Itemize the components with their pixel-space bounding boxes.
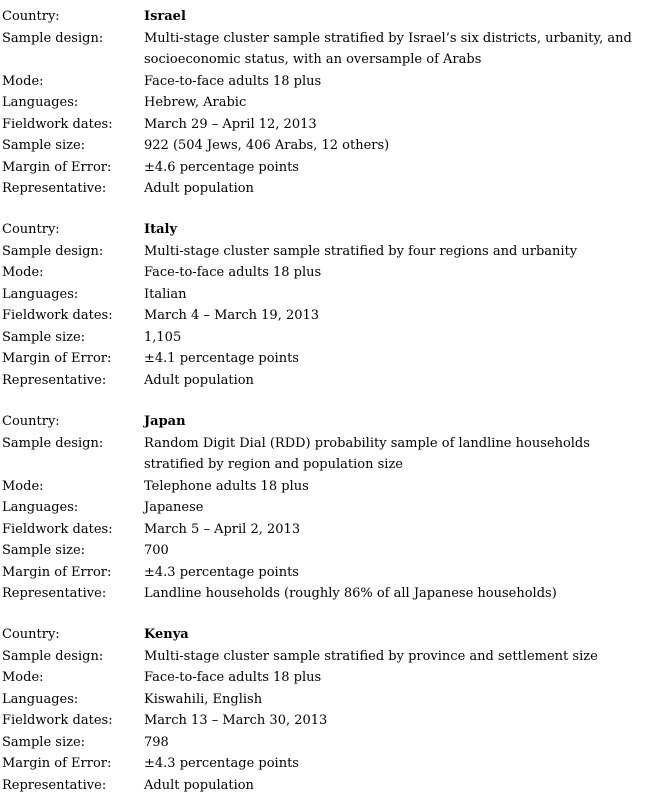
mode-value: Telephone adults 18 plus bbox=[144, 478, 309, 494]
representative-label: Representative: bbox=[2, 181, 107, 196]
country-value: Kenya bbox=[144, 627, 189, 642]
fieldwork-dates-value: March 13 – March 30, 2013 bbox=[144, 713, 328, 728]
country-label: Country: bbox=[2, 222, 60, 237]
margin-of-error-label: Margin of Error: bbox=[2, 159, 112, 175]
mode-row bbox=[2, 262, 642, 284]
margin-of-error-value: ±4.3 percentage points bbox=[144, 756, 299, 771]
margin-of-error-row bbox=[2, 157, 642, 179]
sample-size-label: Sample size: bbox=[2, 543, 86, 558]
margin-of-error-label: Margin of Error: bbox=[2, 756, 112, 771]
representative-label: Representative: bbox=[2, 586, 107, 601]
sample-design-row bbox=[2, 241, 642, 263]
sample-design-label: Sample design: bbox=[2, 30, 104, 46]
sample-size-row bbox=[2, 135, 642, 157]
margin-of-error-row bbox=[2, 753, 642, 775]
languages-value: Japanese bbox=[144, 500, 204, 515]
languages-row bbox=[2, 497, 642, 519]
representative-row bbox=[2, 178, 642, 200]
sample-design-row bbox=[2, 433, 642, 476]
country-row bbox=[2, 6, 642, 28]
margin-of-error-row bbox=[2, 562, 642, 584]
fieldwork-dates-label: Fieldwork dates: bbox=[2, 308, 113, 323]
languages-label: Languages: bbox=[2, 95, 79, 110]
fieldwork-dates-label: Fieldwork dates: bbox=[2, 116, 113, 132]
country-label: Country: bbox=[2, 627, 60, 642]
margin-of-error-value: ±4.6 percentage points bbox=[144, 159, 299, 175]
languages-row bbox=[2, 92, 642, 114]
margin-of-error-value: ±4.3 percentage points bbox=[144, 564, 299, 580]
languages-row bbox=[2, 689, 642, 711]
representative-row bbox=[2, 583, 642, 605]
mode-label: Mode: bbox=[2, 478, 44, 494]
languages-value: Hebrew, Arabic bbox=[144, 95, 247, 110]
mode-row bbox=[2, 71, 642, 93]
country-row bbox=[2, 411, 642, 433]
representative-row bbox=[2, 775, 642, 797]
sample-size-value: 922 (504 Jews, 406 Arabs, 12 others) bbox=[144, 138, 390, 153]
fieldwork-dates-label: Fieldwork dates: bbox=[2, 521, 113, 537]
languages-label: Languages: bbox=[2, 691, 79, 707]
representative-value: Landline households (roughly 86% of all Japanese households) bbox=[144, 586, 557, 601]
country-row bbox=[2, 219, 642, 241]
country-label: Country: bbox=[2, 9, 60, 24]
fieldwork-dates-value: March 4 – March 19, 2013 bbox=[144, 308, 320, 323]
country-label: Country: bbox=[2, 414, 60, 429]
mode-label: Mode: bbox=[2, 670, 44, 685]
margin-of-error-label: Margin of Error: bbox=[2, 351, 112, 366]
country-block-kenya bbox=[2, 624, 642, 796]
mode-value: Face-to-face adults 18 plus bbox=[144, 670, 322, 685]
country-block-israel bbox=[2, 6, 642, 200]
sample-size-label: Sample size: bbox=[2, 138, 86, 153]
mode-row bbox=[2, 667, 642, 689]
languages-value: Italian bbox=[144, 286, 187, 302]
languages-label: Languages: bbox=[2, 500, 79, 515]
country-value: Japan bbox=[144, 414, 186, 429]
sample-size-value: 798 bbox=[144, 734, 169, 750]
sample-design-value: Multi-stage cluster sample stratified by province and settlement size bbox=[144, 648, 598, 664]
mode-label: Mode: bbox=[2, 265, 44, 280]
representative-value: Adult population bbox=[144, 777, 254, 793]
sample-design-label: Sample design: bbox=[2, 243, 104, 259]
representative-value: Adult population bbox=[144, 181, 254, 196]
fieldwork-dates-label: Fieldwork dates: bbox=[2, 713, 113, 728]
country-block-japan bbox=[2, 411, 642, 605]
sample-size-label: Sample size: bbox=[2, 329, 86, 345]
sample-design-label: Sample design: bbox=[2, 435, 104, 451]
languages-value: Kiswahili, English bbox=[144, 691, 263, 707]
representative-row bbox=[2, 370, 642, 392]
margin-of-error-value: ±4.1 percentage points bbox=[144, 351, 299, 366]
sample-design-row bbox=[2, 28, 642, 71]
sample-size-label: Sample size: bbox=[2, 734, 86, 750]
languages-row bbox=[2, 284, 642, 306]
representative-label: Representative: bbox=[2, 777, 107, 793]
country-value: Israel bbox=[144, 9, 186, 24]
margin-of-error-row bbox=[2, 348, 642, 370]
mode-value: Face-to-face adults 18 plus bbox=[144, 73, 322, 89]
representative-value: Adult population bbox=[144, 372, 254, 388]
sample-size-row bbox=[2, 732, 642, 754]
margin-of-error-label: Margin of Error: bbox=[2, 564, 112, 580]
sample-design-value: Multi-stage cluster sample stratified by Israel’s six districts, urbanity, and socioeconomic status, with an oversample of Arabs bbox=[144, 30, 632, 67]
sample-size-row bbox=[2, 540, 642, 562]
fieldwork-dates-row bbox=[2, 519, 642, 541]
representative-label: Representative: bbox=[2, 372, 107, 388]
sample-design-value: Random Digit Dial (RDD) probability sample of landline households stratified by region and population size bbox=[144, 435, 590, 472]
mode-value: Face-to-face adults 18 plus bbox=[144, 265, 322, 280]
fieldwork-dates-value: March 5 – April 2, 2013 bbox=[144, 521, 301, 537]
mode-label: Mode: bbox=[2, 73, 44, 89]
country-row bbox=[2, 624, 642, 646]
sample-design-label: Sample design: bbox=[2, 648, 104, 664]
fieldwork-dates-row bbox=[2, 305, 642, 327]
mode-row bbox=[2, 476, 642, 498]
fieldwork-dates-row bbox=[2, 710, 642, 732]
sample-design-value: Multi-stage cluster sample stratified by four regions and urbanity bbox=[144, 243, 578, 259]
sample-design-row bbox=[2, 646, 642, 668]
sample-size-value: 1,105 bbox=[144, 329, 182, 345]
sample-size-row bbox=[2, 327, 642, 349]
country-block-italy bbox=[2, 219, 642, 391]
country-value: Italy bbox=[144, 222, 178, 237]
sample-size-value: 700 bbox=[144, 543, 169, 558]
fieldwork-dates-value: March 29 – April 12, 2013 bbox=[144, 116, 317, 132]
languages-label: Languages: bbox=[2, 286, 79, 302]
fieldwork-dates-row bbox=[2, 114, 642, 136]
